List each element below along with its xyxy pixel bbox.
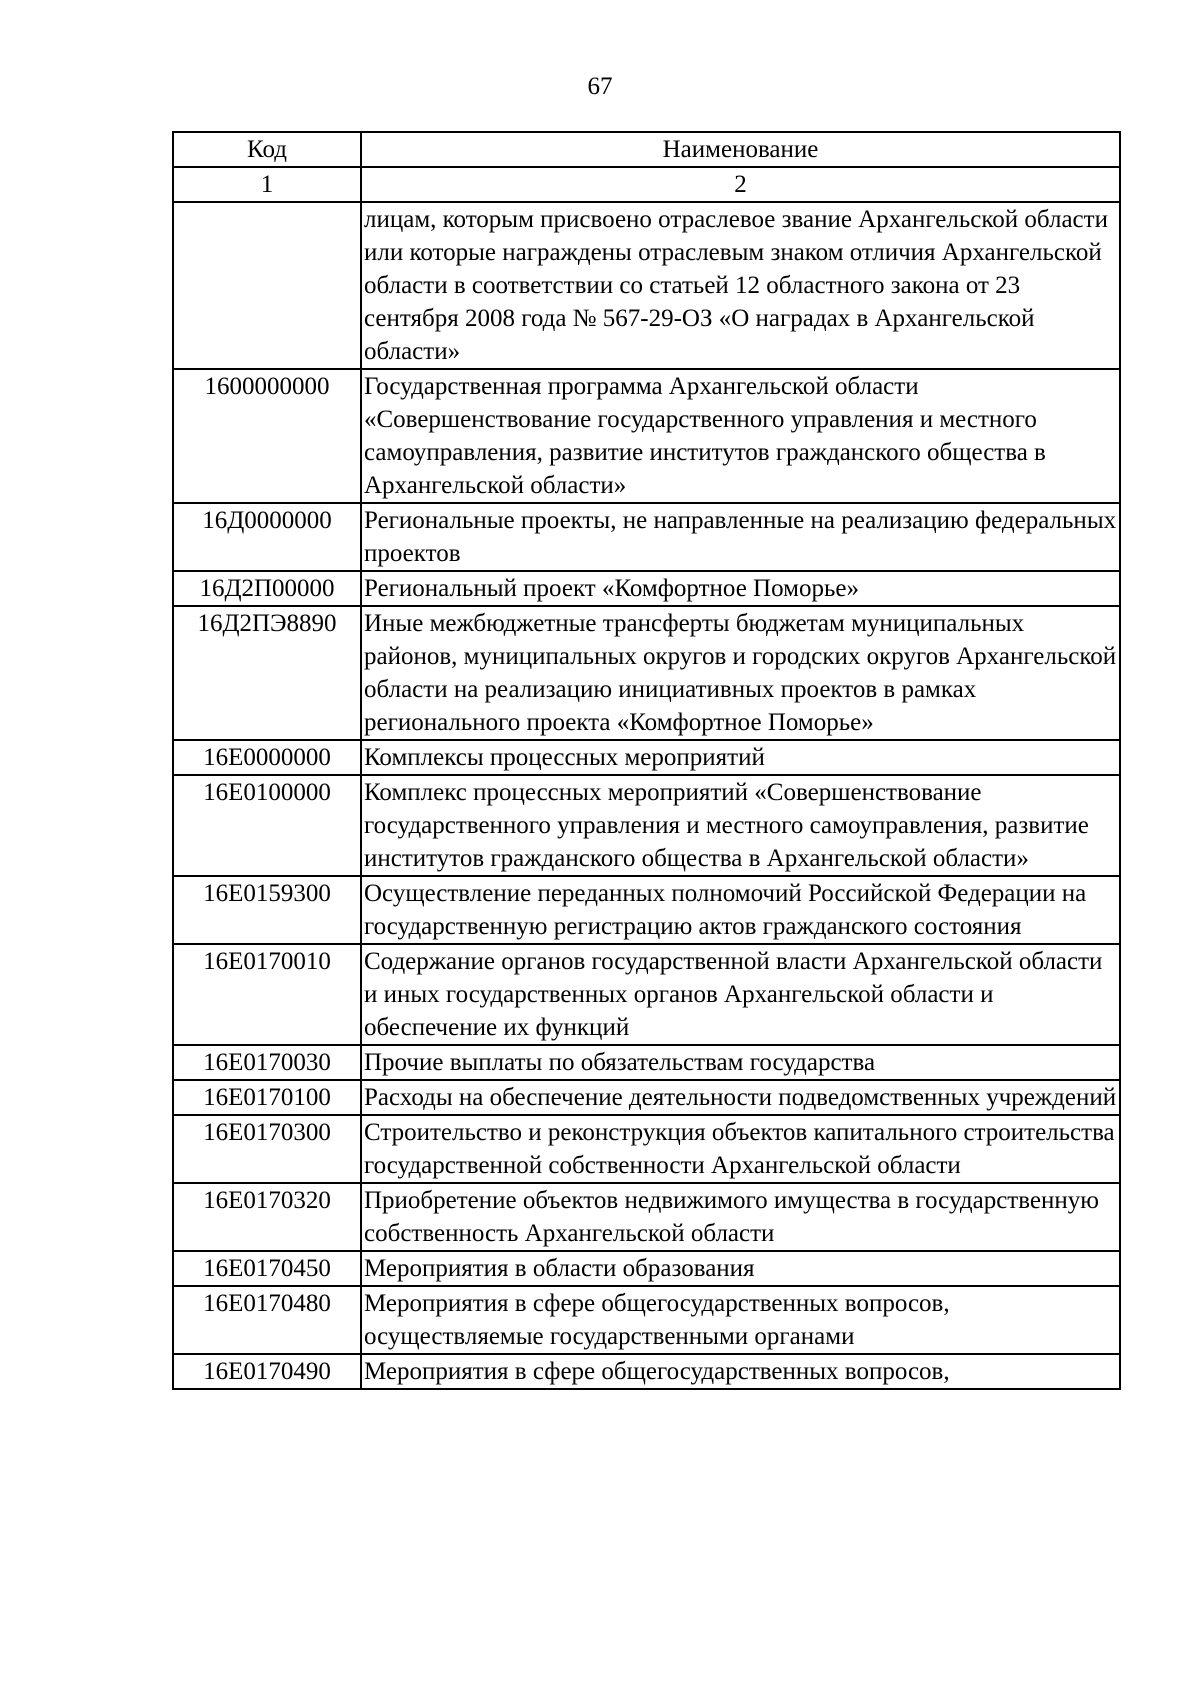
table-row [173, 1045, 1120, 1080]
row-name: Региональные проекты, не направленные на реализацию федеральных проектов [361, 503, 1120, 571]
row-name: Мероприятия в сфере общегосударственных вопросов, осуществляемые государственными органами [361, 1286, 1120, 1354]
table-row [173, 369, 1120, 503]
row-code [173, 202, 361, 369]
table-row [173, 1354, 1120, 1389]
row-name: Мероприятия в области образования [361, 1251, 1120, 1286]
table-row [173, 1251, 1120, 1286]
row-code: 16Д0000000 [173, 503, 361, 571]
row-code: 16Е0100000 [173, 775, 361, 876]
column-number-name: 2 [361, 167, 1120, 202]
header-name: Наименование [361, 132, 1120, 167]
row-code: 16Д2ПЭ8890 [173, 606, 361, 740]
column-number-code: 1 [173, 167, 361, 202]
table-row [173, 944, 1120, 1045]
row-code: 16Е0170490 [173, 1354, 361, 1389]
row-code: 16Е0170010 [173, 944, 361, 1045]
row-code: 16Е0000000 [173, 740, 361, 775]
table-row [173, 1080, 1120, 1115]
header-row [173, 132, 1120, 167]
row-name: лицам, которым присвоено отраслевое звание Архангельской области или которые награждены отраслевым знаком отличия Архангельской области в соответствии со статьей 12 областного закона от 23 сентября 2008 года № 567-29-ОЗ «О наградах в Архангельской области» [361, 202, 1120, 369]
row-code: 16Е0159300 [173, 876, 361, 944]
row-name: Осуществление переданных полномочий Российской Федерации на государственную регистрацию актов гражданского состояния [361, 876, 1120, 944]
row-name: Иные межбюджетные трансферты бюджетам муниципальных районов, муниципальных округов и городских округов Архангельской области на реализацию инициативных проектов в рамках регионального проекта «Комфортное Поморье» [361, 606, 1120, 740]
row-name: Мероприятия в сфере общегосударственных вопросов, [361, 1354, 1120, 1389]
table-row [173, 606, 1120, 740]
table-row [173, 775, 1120, 876]
table-row [173, 571, 1120, 606]
row-code: 1600000000 [173, 369, 361, 503]
row-name: Комплекс процессных мероприятий «Совершенствование государственного управления и местного самоуправления, развитие институтов гражданского общества в Архангельской области» [361, 775, 1120, 876]
row-name: Прочие выплаты по обязательствам государства [361, 1045, 1120, 1080]
row-code: 16Е0170320 [173, 1183, 361, 1251]
row-name: Комплексы процессных мероприятий [361, 740, 1120, 775]
budget-code-table [172, 131, 1121, 1390]
row-name: Содержание органов государственной власти Архангельской области и иных государственных органов Архангельской области и обеспечение их функций [361, 944, 1120, 1045]
row-name: Государственная программа Архангельской области «Совершенствование государственного управления и местного самоуправления, развитие институтов гражданского общества в Архангельской области» [361, 369, 1120, 503]
table-row [173, 1183, 1120, 1251]
page-number: 67 [587, 73, 613, 100]
table-header [173, 132, 1120, 202]
row-code: 16Д2П00000 [173, 571, 361, 606]
row-name: Расходы на обеспечение деятельности подведомственных учреждений [361, 1080, 1120, 1115]
row-name: Приобретение объектов недвижимого имущества в государственную собственность Архангельской области [361, 1183, 1120, 1251]
table-row [173, 1115, 1120, 1183]
row-name: Региональный проект «Комфортное Поморье» [361, 571, 1120, 606]
row-code: 16Е0170480 [173, 1286, 361, 1354]
column-numbering-row [173, 167, 1120, 202]
table-row [173, 740, 1120, 775]
row-code: 16Е0170300 [173, 1115, 361, 1183]
row-name: Строительство и реконструкция объектов капитального строительства государственной собственности Архангельской области [361, 1115, 1120, 1183]
table-body [173, 202, 1120, 1389]
header-code: Код [173, 132, 361, 167]
row-code: 16Е0170450 [173, 1251, 361, 1286]
table-row [173, 876, 1120, 944]
table-row [173, 503, 1120, 571]
row-code: 16Е0170030 [173, 1045, 361, 1080]
table-row [173, 202, 1120, 369]
table-row [173, 1286, 1120, 1354]
row-code: 16Е0170100 [173, 1080, 361, 1115]
